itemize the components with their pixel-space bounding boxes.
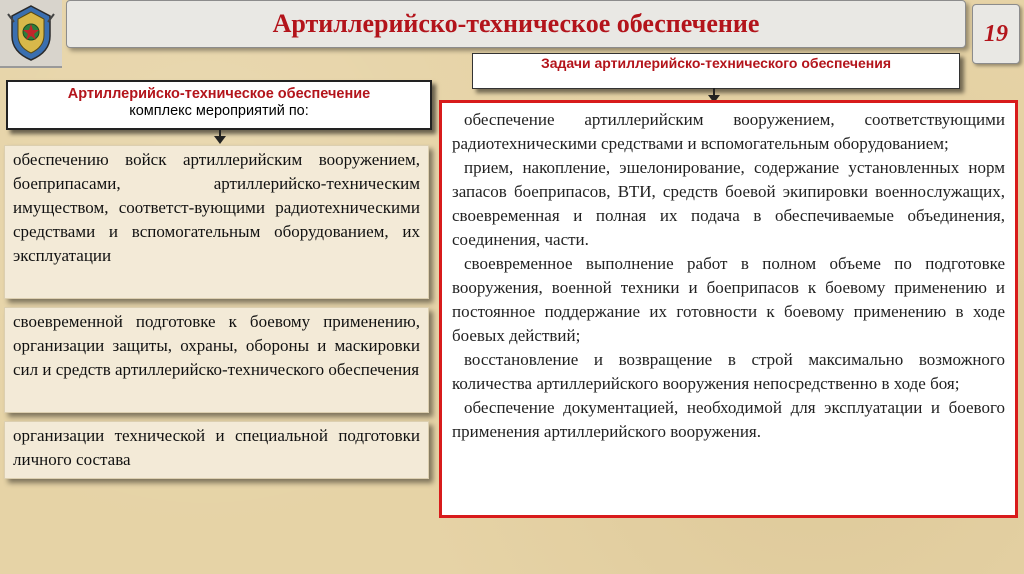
military-emblem-icon xyxy=(6,2,56,64)
page-number-badge xyxy=(972,4,1020,64)
title-bar xyxy=(66,0,966,48)
task-item: прием, накопление, эшелонирование, содержание установленных норм запасов боеприпасов, ВТИ, средств боевой экипировки военнослужащих, своевременная и полная их подача в обеспечиваемые объединения, соединения, части. xyxy=(452,158,1005,249)
task-item: своевременное выполнение работ в полном объеме по подготовке вооружения, военной техники и боеприпасов к боевому применению и постоянное поддержание их готовности к боевому применению в ходе боевых действий; xyxy=(452,254,1005,345)
task-item: обеспечение документацией, необходимой для эксплуатации и боевого применения артиллерийского вооружения. xyxy=(452,398,1005,441)
tasks-list xyxy=(439,100,1018,518)
definition-box xyxy=(6,80,432,130)
task-item: восстановление и возвращение в строй максимально возможного количества артиллерийского вооружения непосредственно в ходе боя; xyxy=(452,350,1005,393)
definition-subtitle: комплекс мероприятий по: xyxy=(129,103,309,119)
tasks-title: Задачи артиллерийско-технического обеспечения xyxy=(540,55,891,71)
measure-card: своевременной подготовке к боевому применению, организации защиты, охраны, обороны и маскировки сил и средств артиллерийско-технического обеспечения xyxy=(4,307,429,413)
measure-card: организации технической и специальной подготовки личного состава xyxy=(4,421,429,479)
task-item: обеспечение артиллерийским вооружением, соответствующими радиотехническими средствами и вспомогательным оборудованием; xyxy=(452,110,1005,153)
definition-title: Артиллерийско-техническое обеспечение xyxy=(67,86,371,102)
measure-card: обеспечению войск артиллерийским вооружением, боеприпасами, артиллерийско-техническим имуществом, соответст-вующими радиотехническими средствами и вспомогательным оборудованием, их эксплуатации xyxy=(4,145,429,299)
emblem-panel xyxy=(0,0,62,68)
tasks-header xyxy=(472,53,960,89)
arrow-down-icon xyxy=(214,136,226,144)
page-number: 19 xyxy=(984,20,1008,47)
page-title: Артиллерийско-техническое обеспечение xyxy=(272,9,760,38)
